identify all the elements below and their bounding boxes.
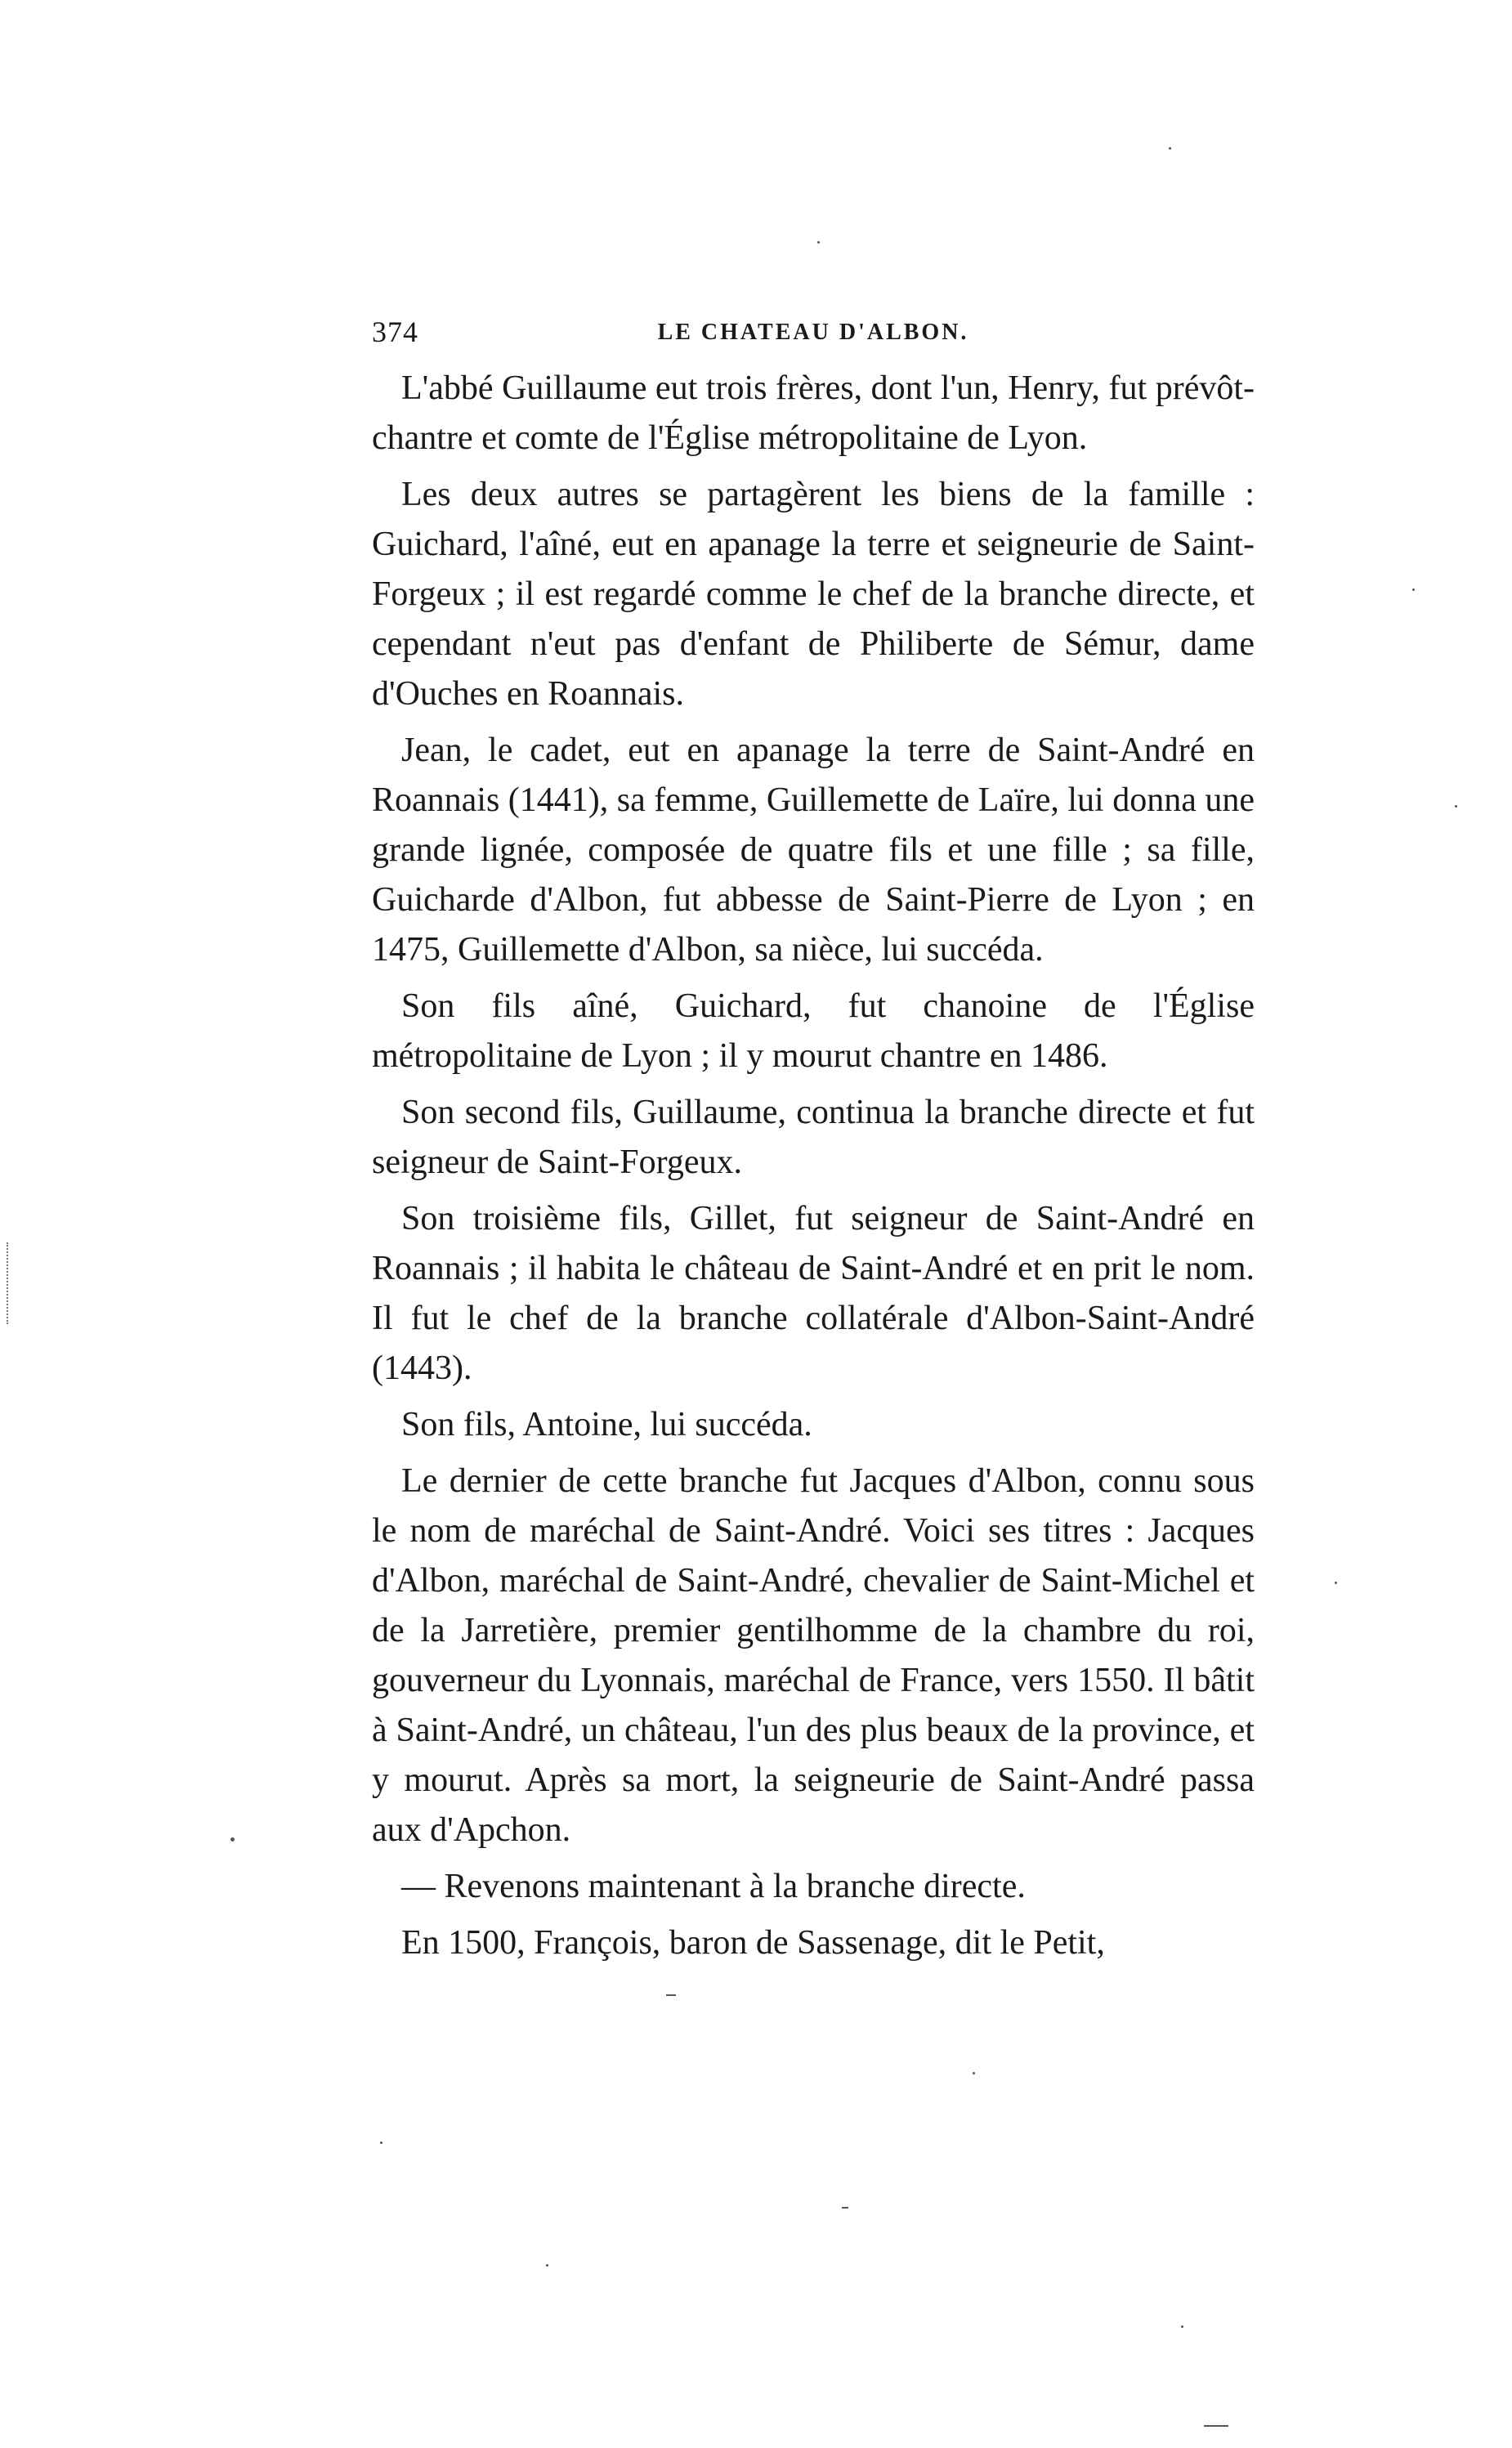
- paragraph: L'abbé Guillaume eut trois frères, dont l'un, Henry, fut prévôt-chantre et comte de l'Église métropolitaine de Lyon.: [372, 369, 1255, 457]
- speck: [1169, 147, 1171, 150]
- paragraph: — Revenons maintenant à la branche directe.: [401, 1868, 1026, 1905]
- speck: [1181, 2325, 1183, 2328]
- paragraph: Les deux autres se partagèrent les biens de la famille : Guichard, l'aîné, eut en apanage la terre et seigneurie de Saint-Forgeux ; il est regardé comme le chef de la branche directe, et cependant n'eut pas d'enfant de Philiberte de Sémur, dame d'Ouches en Roannais.: [372, 476, 1255, 713]
- speck: [817, 241, 820, 244]
- paragraph: Jean, le cadet, eut en apanage la terre de Saint-André en Roannais (1441), sa femme, Guillemette de Laïre, lui donna une grande lignée, composée de quatre fils et une fille ; sa fille, Guicharde d'Albon, fut abbesse de Saint-Pierre de Lyon ; en 1475, Guillemette d'Albon, sa nièce, lui succéda.: [372, 732, 1255, 969]
- speck: [1335, 1582, 1337, 1584]
- page-header: [372, 315, 1255, 356]
- paragraph: Son fils aîné, Guichard, fut chanoine de l'Église métropolitaine de Lyon ; il y mourut chantre en 1486.: [372, 987, 1255, 1075]
- paragraph: En 1500, François, baron de Sassenage, dit le Petit,: [401, 1924, 1105, 1962]
- paragraph: Le dernier de cette branche fut Jacques d'Albon, connu sous le nom de maréchal de Saint-André. Voici ses titres : Jacques d'Albon, maréchal de Saint-André, chevalier de Saint-Michel et de la Jarretière, premier gentilhomme de la chambre du roi, gouverneur du Lyonnais, maréchal de France, vers 1550. Il bâtit à Saint-André, un château, l'un des plus beaux de la province, et y mourut. Après sa mort, la seigneurie de Saint-André passa aux d'Apchon.: [372, 1462, 1255, 1849]
- running-title: LE CHATEAU D'ALBON.: [657, 320, 969, 345]
- paragraph: Son second fils, Guillaume, continua la branche directe et fut seigneur de Saint-Forgeux.: [372, 1094, 1255, 1181]
- speck: [666, 1994, 676, 1996]
- speck: [1455, 805, 1457, 808]
- page-number: 374: [372, 316, 418, 348]
- paragraph: Son troisième fils, Gillet, fut seigneur de Saint-André en Roannais ; il habita le château de Saint-André et en prit le nom. Il fut le chef de la branche collatérale d'Albon-Saint-André (1443).: [372, 1200, 1255, 1387]
- speck: [1412, 589, 1415, 591]
- speck: [842, 2207, 848, 2209]
- scan-margin-mark: [7, 1242, 11, 1324]
- speck: [546, 2264, 548, 2267]
- speck: [230, 1837, 235, 1842]
- speck: [973, 2072, 975, 2074]
- paragraph: Son fils, Antoine, lui succéda.: [401, 1406, 812, 1443]
- body-text: [372, 364, 1255, 1975]
- speck: [380, 2141, 382, 2144]
- speck: [1204, 2425, 1228, 2427]
